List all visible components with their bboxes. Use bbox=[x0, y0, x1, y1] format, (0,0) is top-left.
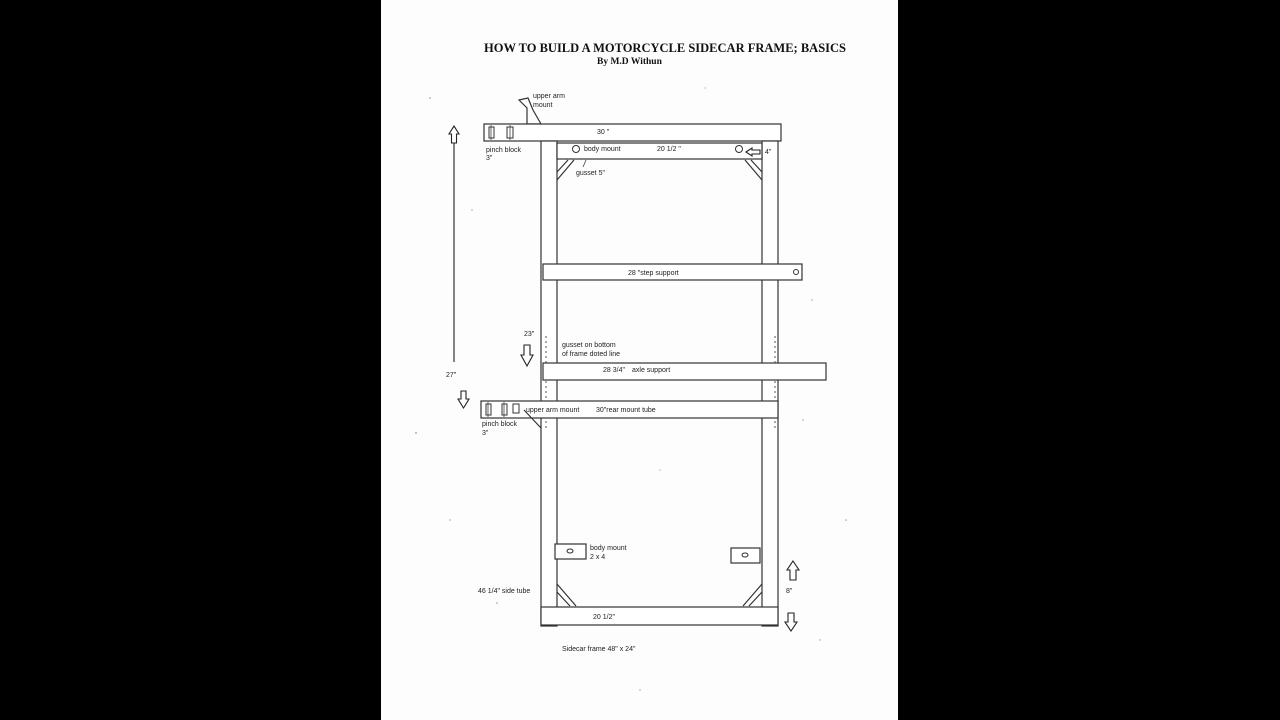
overall-27-label: 27" bbox=[446, 372, 457, 379]
bottom-cross-length: 20 1/2" bbox=[593, 614, 615, 621]
down-arrow-icon bbox=[521, 345, 533, 366]
upper-arm-mount-label-2: mount bbox=[533, 102, 553, 109]
upper-arm-mount-label-1: upper arm bbox=[533, 93, 565, 100]
body-mount-bottom-label-2: 2 x 4 bbox=[590, 554, 606, 561]
pinch-block-top-label-1: pinch block bbox=[486, 147, 522, 154]
step-support-hole bbox=[794, 270, 799, 275]
scan-noise bbox=[415, 87, 847, 690]
upper-arm-mount-rear-label: upper arm mount bbox=[526, 407, 580, 414]
gusset-top-label: gusset 5" bbox=[576, 170, 605, 177]
pinch-block-bottom-label-1: pinch block bbox=[482, 421, 518, 428]
gusset-top-right bbox=[745, 160, 762, 180]
rear-offset-8: 8" bbox=[786, 588, 793, 595]
side-tube-right bbox=[762, 141, 778, 626]
body-mount-hole-right bbox=[736, 146, 743, 153]
axle-support-label: axle support bbox=[632, 367, 671, 374]
top-tube-length: 30 " bbox=[597, 129, 610, 136]
gusset-bottom-right bbox=[743, 584, 762, 606]
gusset-bottom-left bbox=[557, 584, 576, 606]
gusset-top-left bbox=[557, 160, 574, 180]
down-arrow-icon bbox=[458, 391, 469, 408]
gusset-bottom-label-1: gusset on bottom bbox=[562, 342, 616, 349]
bottom-cross-tube bbox=[541, 607, 778, 625]
body-mount-bottom-label-1: body mount bbox=[590, 545, 627, 552]
body-mount-block-hole-right bbox=[742, 553, 748, 557]
body-mount-top-label: body mount bbox=[584, 146, 621, 153]
gusset-pointer bbox=[583, 160, 586, 167]
side-23-label: 23" bbox=[524, 331, 535, 338]
rear-mount-tube-label: 30"rear mount tube bbox=[596, 407, 656, 414]
step-support-label: 28 "step support bbox=[628, 270, 679, 277]
top-tube bbox=[484, 124, 781, 141]
body-mount-block-hole-left bbox=[567, 549, 573, 553]
gusset-bottom-label-2: of frame doted line bbox=[562, 351, 620, 358]
document-title: HOW TO BUILD A MOTORCYCLE SIDECAR FRAME; BASICS bbox=[484, 41, 846, 55]
axle-support bbox=[543, 363, 826, 380]
front-cross-length: 20 1/2 " bbox=[657, 146, 681, 153]
pinch-block-bottom-label-2: 3" bbox=[482, 430, 489, 437]
document-author: By M.D Withun bbox=[597, 57, 662, 67]
axle-support-length: 28 3/4" bbox=[603, 367, 625, 374]
frame-size-label: Sidecar frame 48" x 24" bbox=[562, 646, 636, 653]
pinch-block-top-label-2: 3" bbox=[486, 155, 493, 162]
front-offset: 4" bbox=[765, 149, 772, 156]
up-arrow-icon bbox=[449, 126, 459, 143]
body-mount-hole-left bbox=[573, 146, 580, 153]
side-tube-label: 46 1/4" side tube bbox=[478, 588, 531, 595]
up-arrow-icon bbox=[787, 561, 799, 580]
down-arrow-icon bbox=[785, 613, 797, 631]
